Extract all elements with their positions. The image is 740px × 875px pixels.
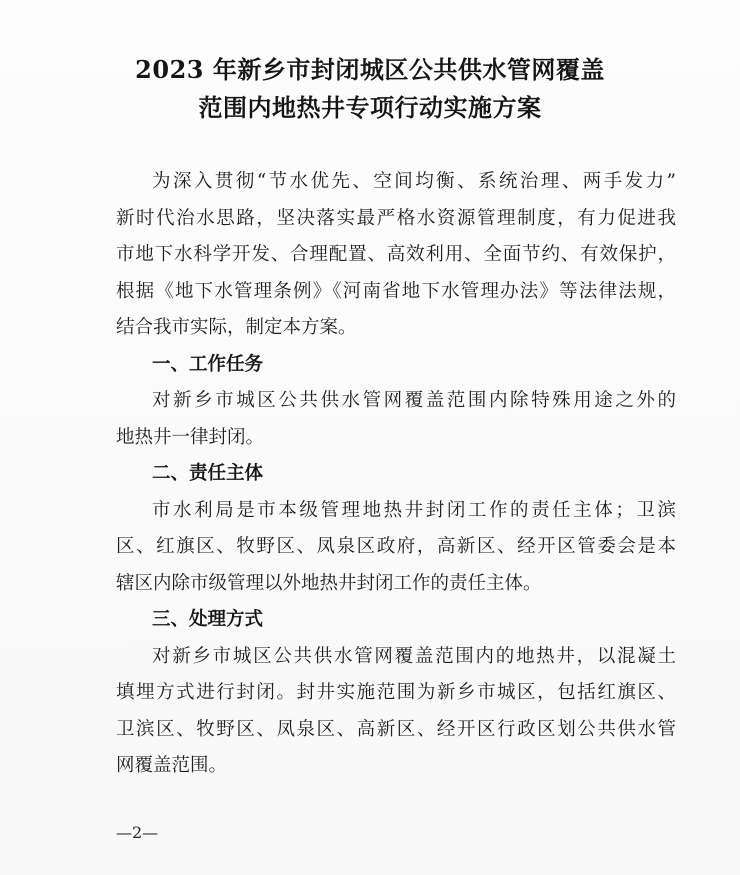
section1-line-1: 对新乡市城区公共供水管网覆盖范围内除特殊用途之外的 bbox=[152, 390, 676, 411]
intro-line-1: 为深入贯彻“节水优先、空间均衡、系统治理、两手发力” bbox=[152, 171, 676, 192]
intro-line-2: 新时代治水思路，坚决落实最严格水资源管理制度，有力促进我 bbox=[116, 208, 676, 229]
section-heading-work-task: 一、工作任务 bbox=[152, 354, 264, 375]
page-number: —2— bbox=[116, 823, 159, 842]
section2-line-2: 区、红旗区、牧野区、凤泉区政府，高新区、经开区管委会是本 bbox=[116, 536, 676, 557]
section1-line-2: 地热井一律封闭。 bbox=[116, 427, 265, 448]
intro-line-3: 市地下水科学开发、合理配置、高效利用、全面节约、有效保护， bbox=[116, 244, 676, 265]
intro-line-4: 根据《地下水管理条例》《河南省地下水管理办法》等法律法规， bbox=[116, 281, 676, 302]
intro-line-5: 结合我市实际，制定本方案。 bbox=[116, 317, 357, 338]
document-title-line-2: 范围内地热井专项行动实施方案 bbox=[198, 93, 542, 122]
section3-line-2: 填埋方式进行封闭。封井实施范围为新乡市城区，包括红旗区、 bbox=[116, 682, 676, 703]
section3-line-4: 网覆盖范围。 bbox=[116, 755, 228, 776]
section2-line-3: 辖区内除市级管理以外地热井封闭工作的责任主体。 bbox=[116, 573, 542, 594]
document-title-line-1: 2023 年新乡市封闭城区公共供水管网覆盖 bbox=[135, 55, 605, 84]
section-heading-responsible-party: 二、责任主体 bbox=[152, 463, 264, 484]
section2-line-1: 市水利局是市本级管理地热井封闭工作的责任主体；卫滨 bbox=[152, 500, 676, 521]
section3-line-1: 对新乡市城区公共供水管网覆盖范围内的地热井，以混凝土 bbox=[152, 646, 676, 667]
section3-line-3: 卫滨区、牧野区、凤泉区、高新区、经开区行政区划公共供水管 bbox=[116, 719, 676, 740]
section-heading-handling-method: 三、处理方式 bbox=[152, 609, 264, 630]
